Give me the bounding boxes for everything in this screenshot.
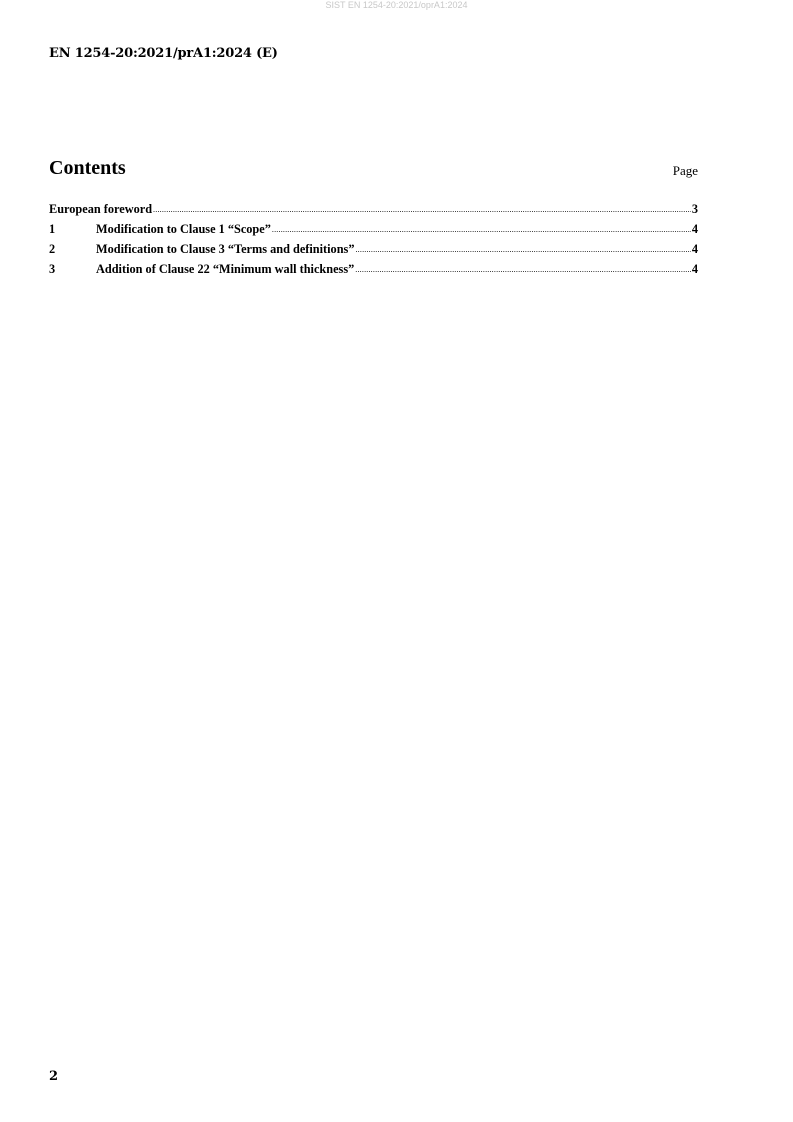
dot-leader: [272, 225, 691, 234]
toc-entry-clause-1[interactable]: [49, 222, 698, 242]
toc-entry-european-foreword[interactable]: [49, 202, 698, 222]
contents-title: Contents: [49, 157, 126, 179]
toc-entry-page: 4: [691, 222, 698, 236]
page-number: 2: [49, 1069, 59, 1084]
document-id: EN 1254-20:2021/prA1:2024 (E): [49, 46, 278, 61]
dot-leader: [153, 205, 691, 214]
toc-entry-title: Modification to Clause 1 “Scope”: [96, 222, 271, 236]
dot-leader: [355, 265, 691, 274]
table-of-contents: [49, 202, 698, 282]
watermark: SIST EN 1254-20:2021/oprA1:2024: [325, 0, 468, 10]
toc-entry-number: 1: [49, 222, 56, 236]
toc-entry-clause-2[interactable]: [49, 242, 698, 262]
page-column-label: Page: [672, 163, 698, 178]
toc-entry-number: 3: [49, 262, 56, 276]
toc-entry-page: 3: [691, 202, 698, 216]
toc-entry-page: 4: [691, 242, 698, 256]
contents-header: [49, 157, 698, 181]
toc-entry-title: Modification to Clause 3 “Terms and definitions”: [96, 242, 355, 256]
toc-entry-page: 4: [691, 262, 698, 276]
dot-leader: [355, 245, 690, 254]
toc-entry-title: Addition of Clause 22 “Minimum wall thickness”: [96, 262, 355, 276]
toc-entry-title: European foreword: [49, 202, 153, 216]
toc-entry-number: 2: [49, 242, 56, 256]
toc-entry-clause-3[interactable]: [49, 262, 698, 282]
